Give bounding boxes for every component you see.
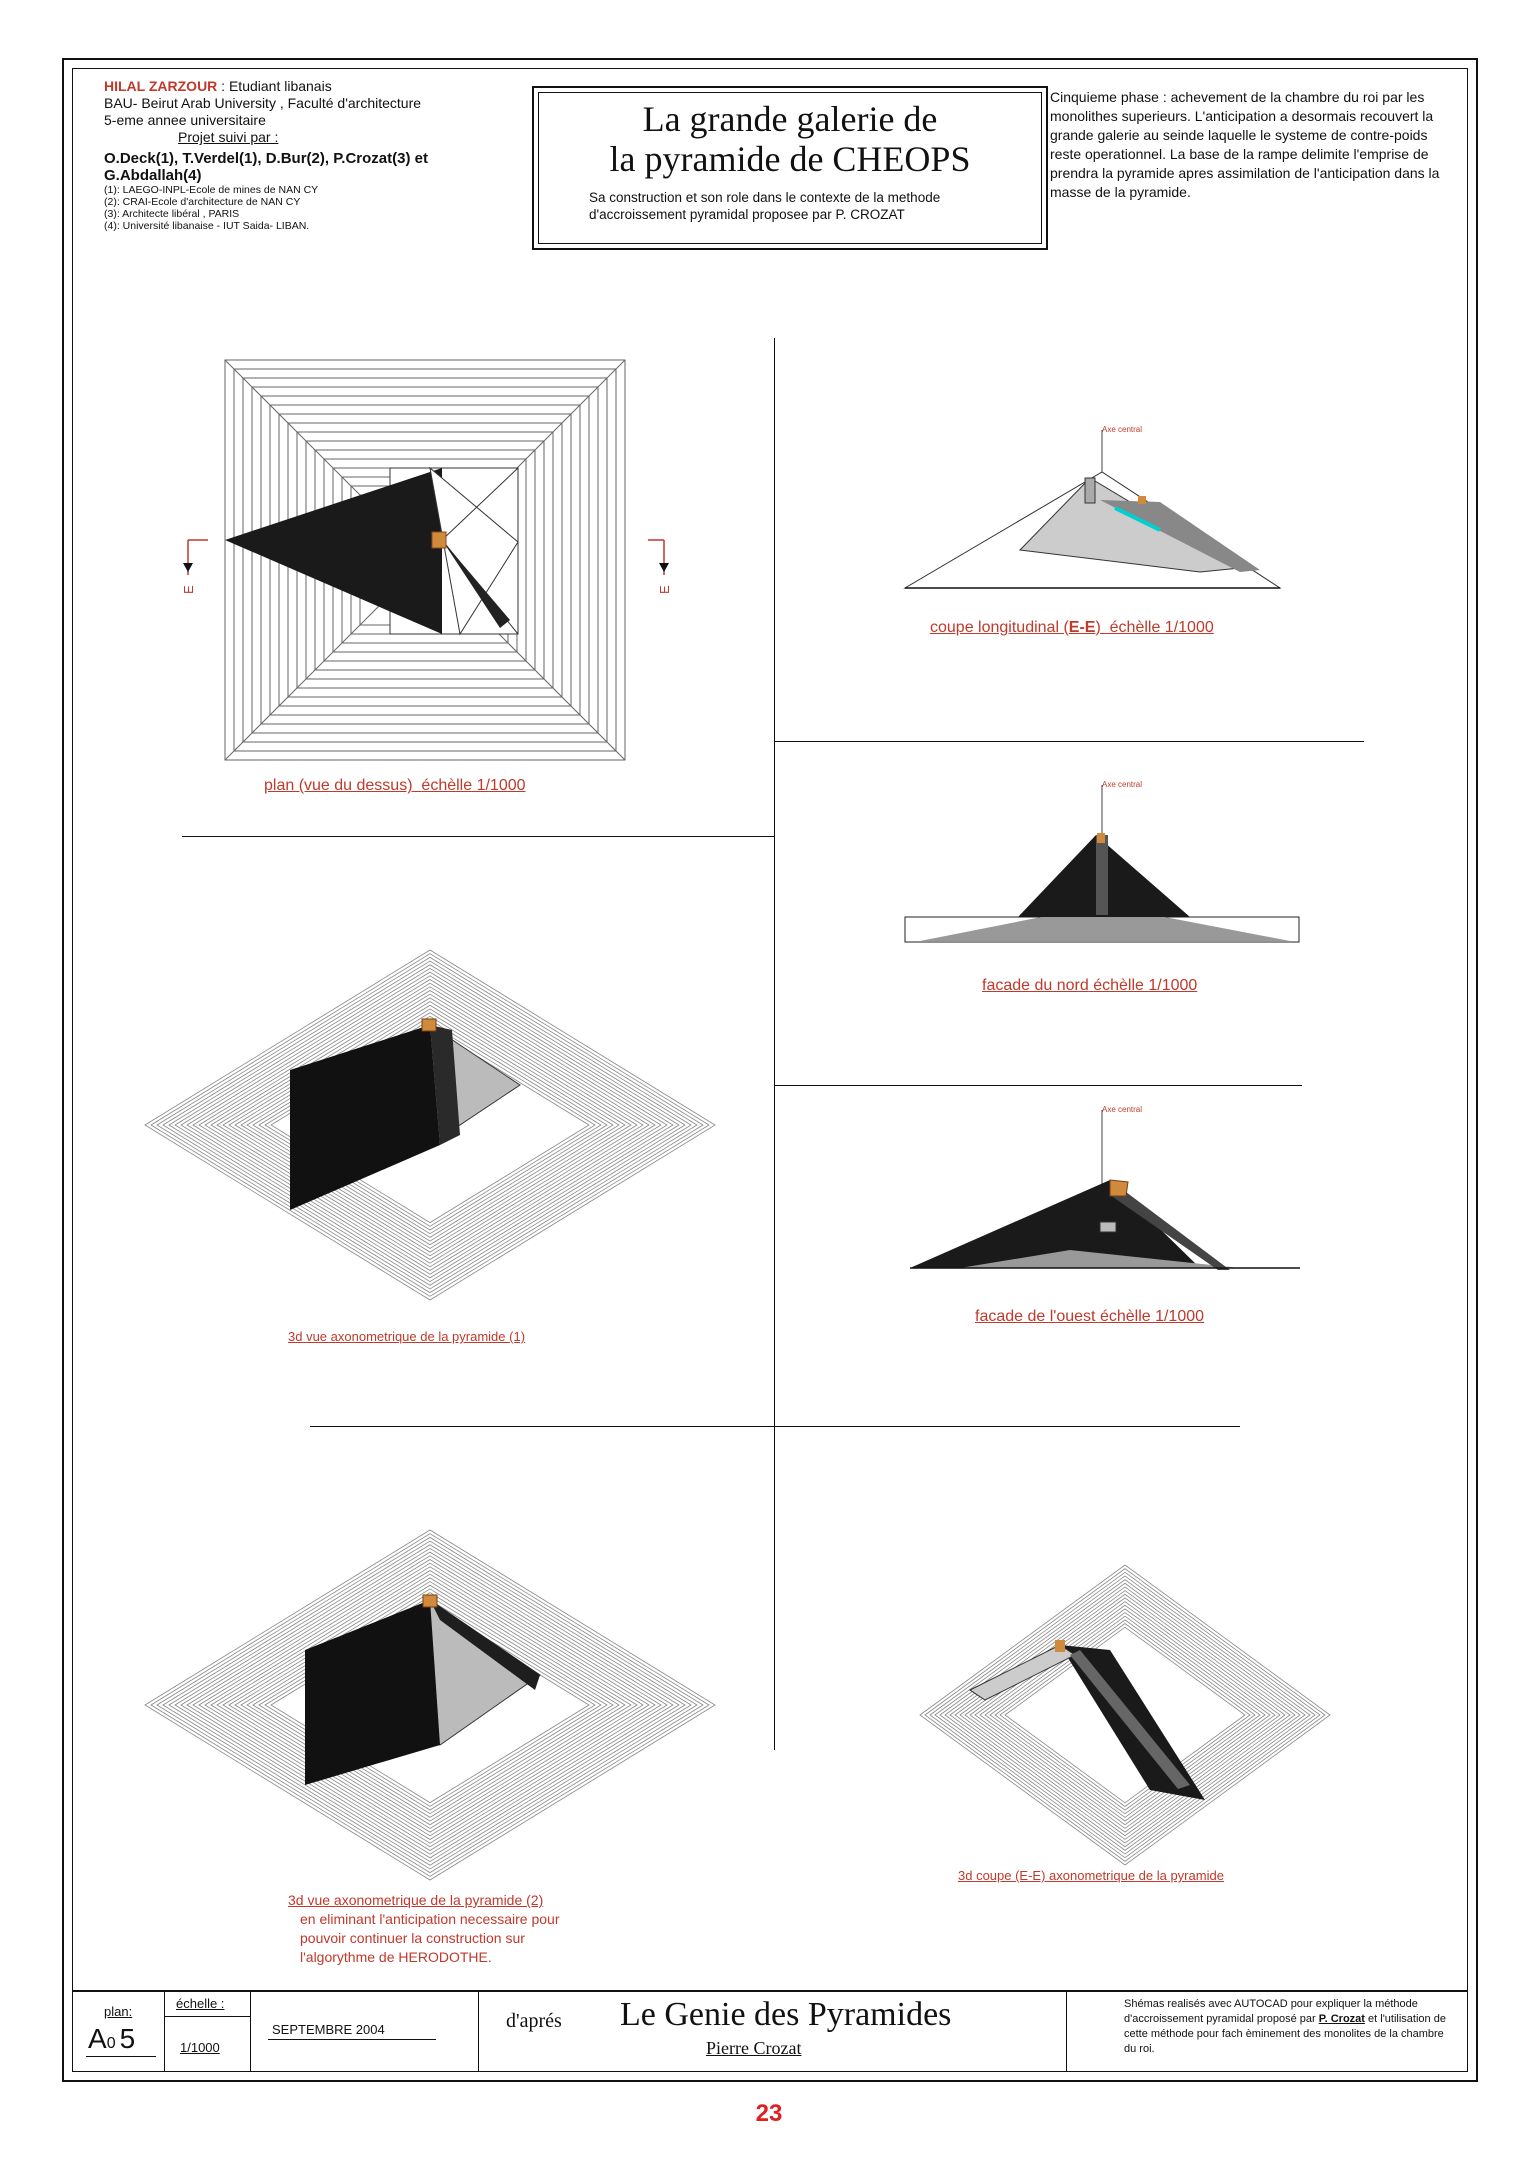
axo2-drawing: [140, 1520, 760, 1880]
tb-note-pre: Shémas realisés avec AUTOCAD pour expliquer la méthode d'accroissement pyramidal proposé par: [1124, 1998, 1418, 2025]
axo2-note-1: en eliminant l'anticipation necessaire pour: [300, 1911, 560, 1927]
facade-ouest-drawing: [900, 1100, 1320, 1280]
study-year: 5-eme annee universitaire: [104, 112, 266, 128]
tb-plan-format: A: [88, 2023, 107, 2054]
affiliation-1: (1): LAEGO-INPL-Ecole de mines de NAN CY: [104, 184, 319, 196]
facade-nord-drawing: [900, 775, 1320, 945]
axo2-caption-block: [288, 1891, 560, 1967]
plan-caption-title: plan (vue du dessus): [264, 777, 413, 794]
divider-left-1: [182, 836, 774, 837]
facade-ouest-axis-label: Axe central: [1102, 1105, 1143, 1114]
supervisors: O.Deck(1), T.Verdel(1), D.Bur(2), P.Crozat(3) et G.Abdallah(4): [104, 150, 428, 184]
facade-ouest-caption: [975, 1308, 1204, 1326]
coupe-caption-pre: coupe longitudinal (: [930, 619, 1069, 636]
author-block: [104, 78, 524, 232]
facade-ouest-caption-title: facade de l'ouest: [975, 1308, 1096, 1325]
plan-caption-scale: échèlle 1/1000: [421, 777, 526, 794]
coupe-drawing: [900, 420, 1320, 600]
tb-note-post: et l'utilisation de cette méthode pour fach èminement des monolites de la chambre du roi.: [1124, 2013, 1446, 2055]
axo2-caption: 3d vue axonometrique de la pyramide (2): [288, 1892, 544, 1908]
title-box: [532, 86, 1048, 250]
section-mark-left: E: [181, 585, 196, 594]
axo2-note-3: l'algorythme de HERODOTHE.: [300, 1949, 492, 1965]
tb-echelle-divider: [164, 2016, 250, 2017]
axo2-note-2: pouvoir continuer la construction sur: [300, 1930, 525, 1946]
axo-coupe-caption: 3d coupe (E-E) axonometrique de la pyramide: [958, 1868, 1224, 1883]
university: BAU- Beirut Arab University , Faculté d'architecture: [104, 95, 422, 111]
title-line-2: la pyramide de CHEOPS: [609, 139, 971, 179]
author-name: HILAL ZARZOUR: [104, 78, 218, 94]
vertical-divider: [774, 338, 775, 1750]
supervised-label: Projet suivi par :: [178, 129, 279, 145]
axo1-caption: 3d vue axonometrique de la pyramide (1): [288, 1329, 526, 1344]
tb-divider-4: [1066, 1990, 1067, 2072]
tb-note: [1124, 1997, 1450, 2057]
coupe-caption-post: ): [1095, 619, 1101, 636]
coupe-caption-scale: échèlle 1/1000: [1109, 619, 1214, 636]
coupe-axis-label: Axe central: [1102, 425, 1143, 434]
title-line-1: La grande galerie de: [642, 99, 938, 139]
coupe-caption-bold: E-E: [1068, 619, 1096, 636]
coupe-caption: [930, 619, 1214, 637]
tb-plan-number: [88, 2023, 135, 2060]
axo1-drawing: [140, 935, 760, 1305]
tb-plan-num: 5: [119, 2023, 136, 2054]
tb-date-underline: [268, 2039, 436, 2040]
divider-middle: [310, 1426, 1240, 1427]
affiliation-3: (3): Architecte libéral , PARIS: [104, 208, 240, 220]
tb-divider-1: [164, 1990, 165, 2072]
title-block-top-border: [72, 1990, 1468, 1992]
tb-echelle-label: échelle :: [176, 1996, 225, 2011]
page-number: 23: [755, 2100, 783, 2127]
affiliation-4: (4): Université libanaise - IUT Saida- LIBAN.: [104, 220, 310, 232]
tb-book-author: Pierre Crozat: [706, 2038, 802, 2058]
tb-plan-label: plan:: [104, 2004, 133, 2019]
facade-nord-caption-title: facade du nord: [982, 977, 1089, 994]
tb-dapres: d'aprés: [506, 2010, 562, 2032]
tb-divider-3: [478, 1990, 479, 2072]
tb-date: SEPTEMBRE 2004: [272, 2022, 385, 2037]
author-status: : Etudiant libanais: [217, 78, 332, 94]
tb-note-name: P. Crozat: [1318, 2013, 1365, 2025]
facade-nord-caption-scale: échèlle 1/1000: [1093, 977, 1198, 994]
plan-caption: [264, 777, 526, 795]
facade-nord-axis-label: Axe central: [1102, 780, 1143, 789]
title-subtitle: Sa construction et son role dans le contexte de la methode d'accroissement pyramidal proposee par P. CROZAT: [589, 190, 941, 222]
divider-right-2: [774, 1085, 1302, 1086]
section-mark-right: E: [657, 585, 672, 594]
tb-divider-2: [250, 1990, 251, 2072]
phase-description: Cinquieme phase : achevement de la chambre du roi par les monolithes superieurs. L'anticipation a desormais recouvert la grande galerie au seinde laquelle le systeme de contre-poids reste operationnel. La base de la rampe delimite l'emprise de prendra la pyramide apres assimilation de l'anticipation dans la masse de la pyramide.: [1050, 89, 1440, 200]
tb-plan-underline: [86, 2056, 156, 2057]
tb-book-title: Le Genie des Pyramides: [620, 1996, 952, 2033]
facade-ouest-caption-scale: échèlle 1/1000: [1099, 1308, 1205, 1325]
plan-drawing: [170, 350, 670, 770]
axo-coupe-drawing: [910, 1555, 1340, 1885]
divider-right-1: [774, 741, 1364, 742]
facade-nord-caption: [982, 977, 1197, 995]
tb-plan-sub: 0: [106, 2035, 116, 2052]
affiliation-2: (2): CRAI-Ecole d'architecture de NAN CY: [104, 196, 301, 208]
tb-echelle-value: 1/1000: [180, 2040, 220, 2055]
page-title: [539, 99, 1041, 179]
